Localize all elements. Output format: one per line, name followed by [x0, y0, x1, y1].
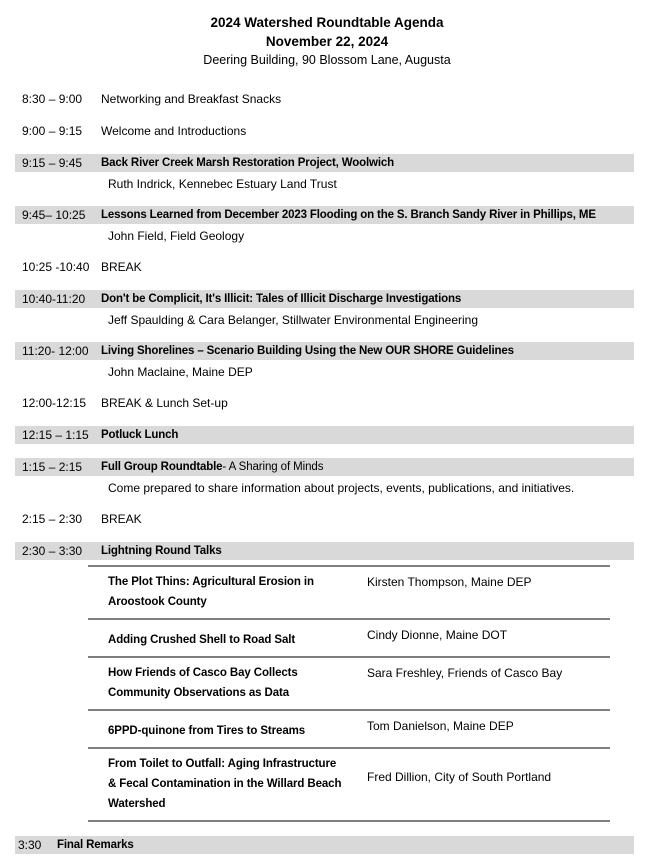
agenda-title: Don't be Complicit, It's Illicit: Tales of Illicit Discharge Investigations	[101, 293, 462, 305]
agenda-speaker: John Field, Field Geology	[108, 229, 245, 243]
talk-title: From Toilet to Outfall: Aging Infrastructure & Fecal Contamination in the Willard Beach Watershed	[108, 758, 342, 810]
agenda-row-lightning	[15, 542, 634, 822]
talk-title: 6PPD-quinone from Tires to Streams	[108, 725, 306, 737]
agenda-time: 9:15 – 9:45	[22, 156, 83, 170]
agenda-title: Networking and Breakfast Snacks	[101, 92, 282, 106]
agenda-title: BREAK	[101, 260, 142, 274]
agenda-time: 12:15 – 1:15	[22, 428, 89, 442]
agenda-note: Come prepared to share information about projects, events, publications, and initiatives.	[108, 481, 575, 495]
talk-title: The Plot Thins: Agricultural Erosion in Aroostook County	[108, 576, 314, 608]
agenda-time: 8:30 – 9:00	[22, 92, 83, 106]
talk-row	[88, 747, 610, 822]
talk-speaker: Sara Freshley, Friends of Casco Bay	[367, 666, 563, 680]
agenda-title: Lightning Round Talks	[101, 545, 222, 557]
agenda-time: 10:40-11:20	[22, 292, 86, 306]
agenda-speaker: Jeff Spaulding & Cara Belanger, Stillwater Environmental Engineering	[108, 313, 478, 327]
agenda-title: Back River Creek Marsh Restoration Project, Woolwich	[101, 157, 394, 169]
agenda-title: Welcome and Introductions	[101, 124, 247, 138]
agenda-row	[15, 458, 634, 496]
agenda-title: BREAK & Lunch Set-up	[101, 396, 228, 410]
agenda-row	[15, 394, 634, 412]
event-date: November 22, 2024	[265, 34, 389, 49]
talk-speaker: Tom Danielson, Maine DEP	[367, 719, 514, 733]
agenda-title-suffix: - A Sharing of Minds	[222, 461, 324, 473]
agenda-row	[15, 122, 634, 140]
agenda-row	[15, 90, 634, 108]
closing-time: 3:30	[18, 838, 42, 852]
closing-row	[15, 836, 634, 854]
agenda-row	[15, 342, 634, 380]
talk-row	[88, 709, 610, 747]
agenda-time: 2:15 – 2:30	[22, 512, 83, 526]
agenda-time: 1:15 – 2:15	[22, 460, 83, 474]
page-title: 2024 Watershed Roundtable Agenda	[210, 15, 444, 30]
agenda-time: 10:25 -10:40	[22, 260, 90, 274]
agenda-time: 11:20- 12:00	[22, 344, 89, 358]
document-header	[0, 0, 654, 70]
talk-row	[88, 618, 610, 656]
agenda-row	[15, 510, 634, 528]
closing-title: Final Remarks	[57, 839, 134, 851]
agenda-title: Potluck Lunch	[101, 429, 179, 441]
agenda-title: BREAK	[101, 512, 142, 526]
talk-speaker: Kirsten Thompson, Maine DEP	[367, 575, 532, 589]
talk-row	[88, 656, 610, 709]
talk-title: How Friends of Casco Bay Collects Community Observations as Data	[108, 667, 298, 699]
talk-speaker: Fred Dillion, City of South Portland	[367, 770, 552, 784]
agenda-title: Lessons Learned from December 2023 Flooding on the S. Branch Sandy River in Phillips, ME	[101, 209, 596, 221]
agenda-time: 12:00-12:15	[22, 396, 87, 410]
agenda-time: 9:45– 10:25	[22, 208, 86, 222]
talk-speaker: Cindy Dionne, Maine DOT	[367, 628, 508, 642]
agenda-row	[15, 154, 634, 192]
event-location: Deering Building, 90 Blossom Lane, Augusta	[203, 53, 451, 67]
agenda-time: 2:30 – 3:30	[22, 544, 83, 558]
lightning-talks-table	[88, 565, 610, 822]
agenda-title: Living Shorelines – Scenario Building Using the New OUR SHORE Guidelines	[101, 345, 514, 357]
agenda-row	[15, 290, 634, 328]
agenda-title: Full Group Roundtable	[101, 461, 223, 473]
agenda-row	[15, 206, 634, 244]
agenda-speaker: John Maclaine, Maine DEP	[108, 365, 253, 379]
agenda-time: 9:00 – 9:15	[22, 124, 83, 138]
agenda-row	[15, 258, 634, 276]
agenda-row	[15, 426, 634, 444]
agenda-speaker: Ruth Indrick, Kennebec Estuary Land Trust	[108, 177, 337, 191]
talk-title: Adding Crushed Shell to Road Salt	[108, 634, 296, 646]
talk-row	[88, 565, 610, 618]
